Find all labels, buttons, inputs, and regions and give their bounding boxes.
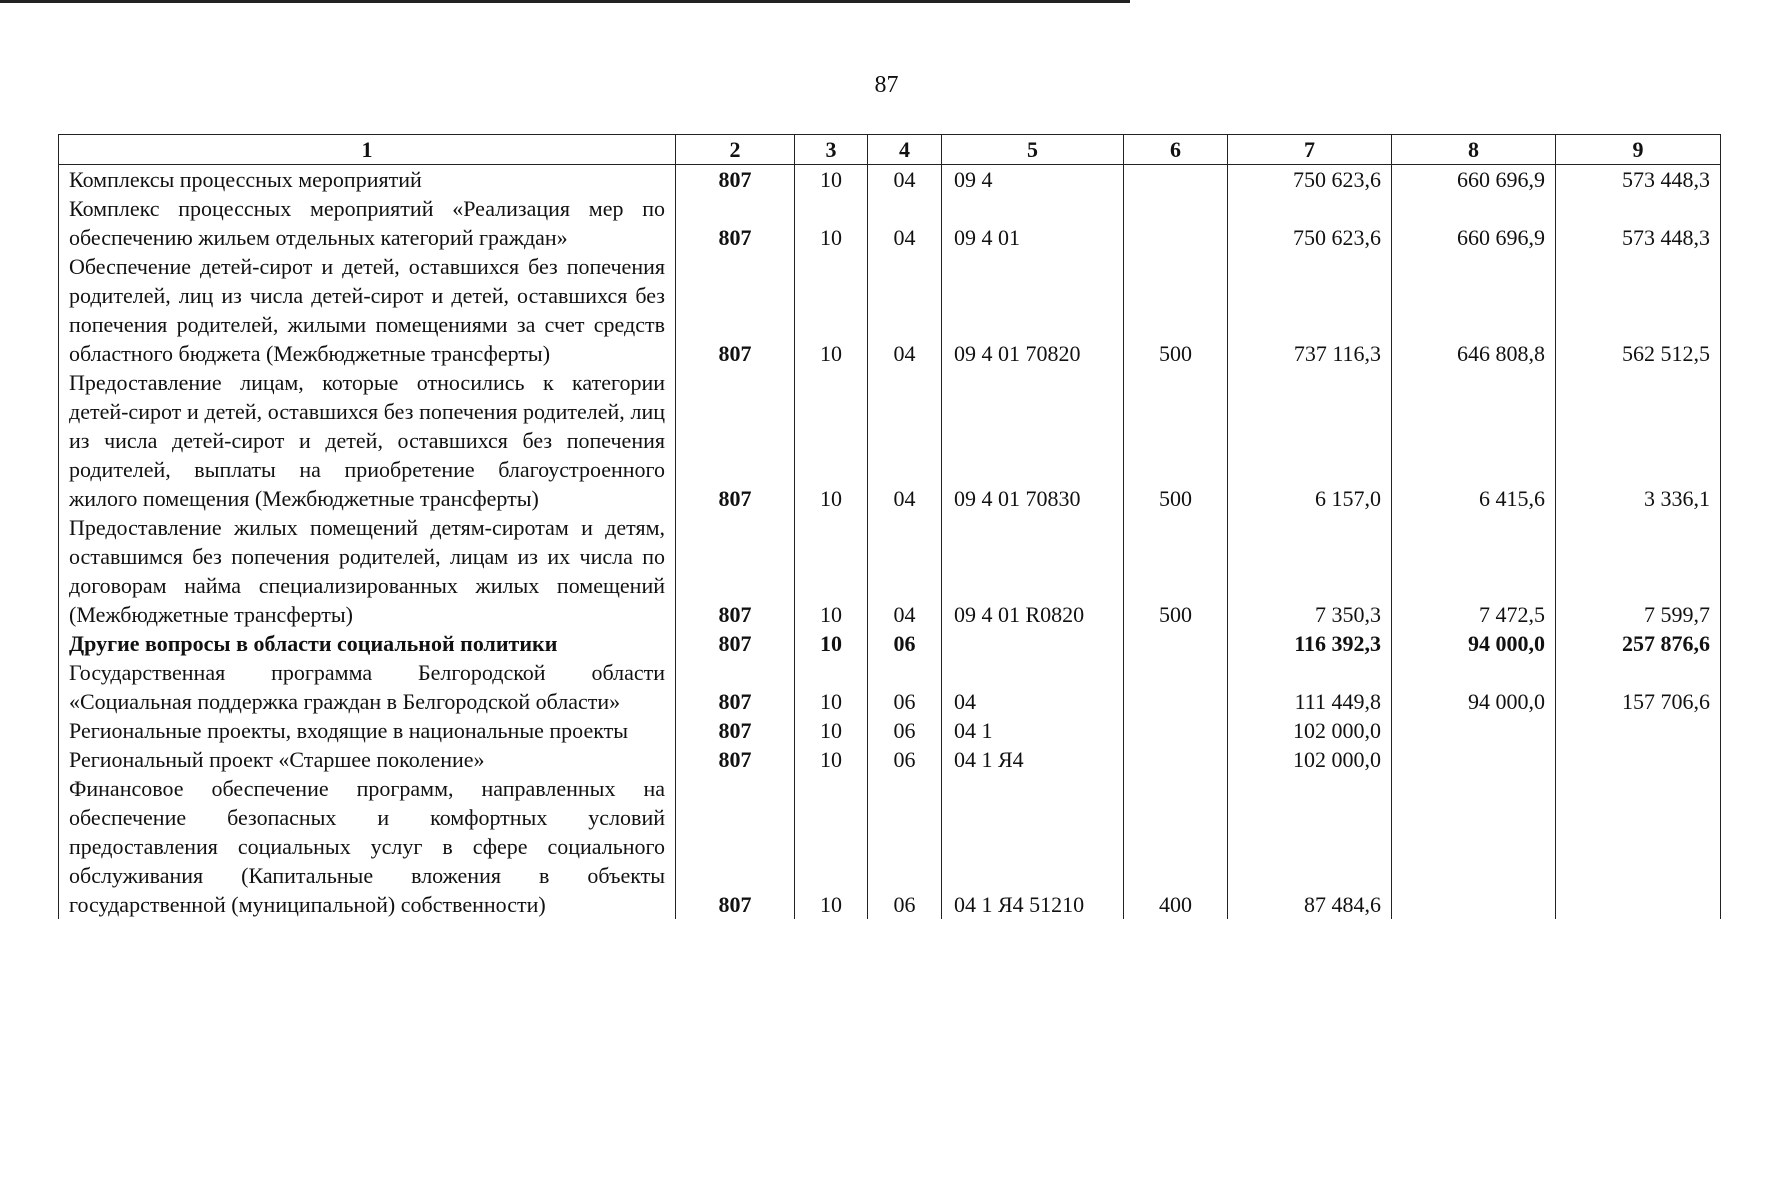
amount-year2-cell: 660 696,9 <box>1392 194 1556 252</box>
column-header: 5 <box>942 135 1124 165</box>
expense-type-cell: 500 <box>1124 513 1228 629</box>
column-header: 1 <box>59 135 676 165</box>
item-name-cell: Региональный проект «Старшее поколение» <box>59 745 676 774</box>
subsection-code-cell: 06 <box>868 629 942 658</box>
section-code-cell: 10 <box>795 252 868 368</box>
target-article-cell: 09 4 <box>942 165 1124 195</box>
table-body <box>59 165 1721 920</box>
item-name-cell: Предоставление жилых помещений детям-сиротам и детям, оставшимся без попечения родителей, лицам из их числа по договорам найма специализированных жилых помещений (Межбюджетные трансферты) <box>59 513 676 629</box>
table-row <box>59 165 1721 195</box>
amount-year2-cell: 646 808,8 <box>1392 252 1556 368</box>
column-header: 7 <box>1228 135 1392 165</box>
item-name-cell: Комплексы процессных мероприятий <box>59 165 676 195</box>
column-header: 6 <box>1124 135 1228 165</box>
table-row <box>59 194 1721 252</box>
amount-year1-cell: 102 000,0 <box>1228 716 1392 745</box>
subsection-code-cell: 04 <box>868 513 942 629</box>
section-code-cell: 10 <box>795 513 868 629</box>
item-name-cell: Комплекс процессных мероприятий «Реализация мер по обеспечению жильем отдельных категорий граждан» <box>59 194 676 252</box>
amount-year3-cell: 7 599,7 <box>1556 513 1721 629</box>
table-row <box>59 629 1721 658</box>
expense-type-cell <box>1124 716 1228 745</box>
section-code-cell: 10 <box>795 716 868 745</box>
amount-year2-cell <box>1392 716 1556 745</box>
amount-year2-cell: 7 472,5 <box>1392 513 1556 629</box>
amount-year3-cell <box>1556 745 1721 774</box>
expense-type-cell <box>1124 629 1228 658</box>
expense-type-cell: 500 <box>1124 252 1228 368</box>
table-row <box>59 368 1721 513</box>
item-name-cell: Предоставление лицам, которые относились к категории детей-сирот и детей, оставшихся без попечения родителей, лиц из числа детей-сирот и детей, оставшихся без попечения родителей, выплаты на приобретение благоустроенного жилого помещения (Межбюджетные трансферты) <box>59 368 676 513</box>
amount-year2-cell <box>1392 774 1556 919</box>
section-code-cell: 10 <box>795 368 868 513</box>
table-row <box>59 774 1721 919</box>
admin-code-cell: 807 <box>676 194 795 252</box>
column-header: 8 <box>1392 135 1556 165</box>
expense-type-cell <box>1124 194 1228 252</box>
table-row <box>59 658 1721 716</box>
expense-type-cell <box>1124 745 1228 774</box>
amount-year1-cell: 7 350,3 <box>1228 513 1392 629</box>
expense-type-cell <box>1124 165 1228 195</box>
amount-year1-cell: 750 623,6 <box>1228 194 1392 252</box>
amount-year3-cell: 257 876,6 <box>1556 629 1721 658</box>
expense-type-cell: 500 <box>1124 368 1228 513</box>
column-header: 9 <box>1556 135 1721 165</box>
table-row <box>59 252 1721 368</box>
target-article-cell <box>942 629 1124 658</box>
amount-year3-cell: 3 336,1 <box>1556 368 1721 513</box>
amount-year2-cell: 6 415,6 <box>1392 368 1556 513</box>
expense-type-cell <box>1124 658 1228 716</box>
amount-year1-cell: 102 000,0 <box>1228 745 1392 774</box>
target-article-cell: 09 4 01 R0820 <box>942 513 1124 629</box>
section-code-cell: 10 <box>795 165 868 195</box>
target-article-cell: 09 4 01 70830 <box>942 368 1124 513</box>
item-name-cell: Обеспечение детей-сирот и детей, оставшихся без попечения родителей, лиц из числа детей-сирот и детей, оставшихся без попечения родителей, жилыми помещениями за счет средств областного бюджета (Межбюджетные трансферты) <box>59 252 676 368</box>
item-name-cell: Региональные проекты, входящие в национальные проекты <box>59 716 676 745</box>
amount-year1-cell: 87 484,6 <box>1228 774 1392 919</box>
subsection-code-cell: 06 <box>868 745 942 774</box>
amount-year1-cell: 111 449,8 <box>1228 658 1392 716</box>
amount-year3-cell: 562 512,5 <box>1556 252 1721 368</box>
section-code-cell: 10 <box>795 774 868 919</box>
section-code-cell: 10 <box>795 194 868 252</box>
target-article-cell: 09 4 01 70820 <box>942 252 1124 368</box>
target-article-cell: 04 1 <box>942 716 1124 745</box>
admin-code-cell: 807 <box>676 658 795 716</box>
column-header: 4 <box>868 135 942 165</box>
amount-year3-cell <box>1556 774 1721 919</box>
admin-code-cell: 807 <box>676 745 795 774</box>
amount-year1-cell: 116 392,3 <box>1228 629 1392 658</box>
amount-year3-cell <box>1556 716 1721 745</box>
amount-year3-cell: 573 448,3 <box>1556 165 1721 195</box>
section-code-cell: 10 <box>795 745 868 774</box>
admin-code-cell: 807 <box>676 774 795 919</box>
item-name-cell: Другие вопросы в области социальной политики <box>59 629 676 658</box>
column-header: 3 <box>795 135 868 165</box>
target-article-cell: 09 4 01 <box>942 194 1124 252</box>
section-code-cell: 10 <box>795 658 868 716</box>
page-number: 87 <box>874 72 899 98</box>
table-row <box>59 513 1721 629</box>
subsection-code-cell: 04 <box>868 194 942 252</box>
table-row <box>59 716 1721 745</box>
column-header: 2 <box>676 135 795 165</box>
item-name-cell: Государственная программа Белгородской области «Социальная поддержка граждан в Белгородской области» <box>59 658 676 716</box>
expense-type-cell: 400 <box>1124 774 1228 919</box>
amount-year3-cell: 157 706,6 <box>1556 658 1721 716</box>
subsection-code-cell: 04 <box>868 368 942 513</box>
subsection-code-cell: 04 <box>868 252 942 368</box>
admin-code-cell: 807 <box>676 513 795 629</box>
amount-year1-cell: 6 157,0 <box>1228 368 1392 513</box>
item-name-cell: Финансовое обеспечение программ, направленных на обеспечение безопасных и комфортных условий предоставления социальных услуг в сфере социального обслуживания (Капитальные вложения в объекты государственной (муниципальной) собственности) <box>59 774 676 919</box>
target-article-cell: 04 1 Я4 <box>942 745 1124 774</box>
top-rule <box>0 0 1130 3</box>
amount-year3-cell: 573 448,3 <box>1556 194 1721 252</box>
admin-code-cell: 807 <box>676 629 795 658</box>
subsection-code-cell: 06 <box>868 658 942 716</box>
amount-year1-cell: 750 623,6 <box>1228 165 1392 195</box>
amount-year2-cell: 660 696,9 <box>1392 165 1556 195</box>
admin-code-cell: 807 <box>676 165 795 195</box>
admin-code-cell: 807 <box>676 368 795 513</box>
amount-year2-cell: 94 000,0 <box>1392 629 1556 658</box>
budget-table <box>58 134 1721 919</box>
table-header-row <box>59 135 1721 165</box>
subsection-code-cell: 04 <box>868 165 942 195</box>
admin-code-cell: 807 <box>676 716 795 745</box>
amount-year2-cell: 94 000,0 <box>1392 658 1556 716</box>
subsection-code-cell: 06 <box>868 774 942 919</box>
amount-year1-cell: 737 116,3 <box>1228 252 1392 368</box>
target-article-cell: 04 <box>942 658 1124 716</box>
subsection-code-cell: 06 <box>868 716 942 745</box>
section-code-cell: 10 <box>795 629 868 658</box>
table-row <box>59 745 1721 774</box>
amount-year2-cell <box>1392 745 1556 774</box>
target-article-cell: 04 1 Я4 51210 <box>942 774 1124 919</box>
admin-code-cell: 807 <box>676 252 795 368</box>
